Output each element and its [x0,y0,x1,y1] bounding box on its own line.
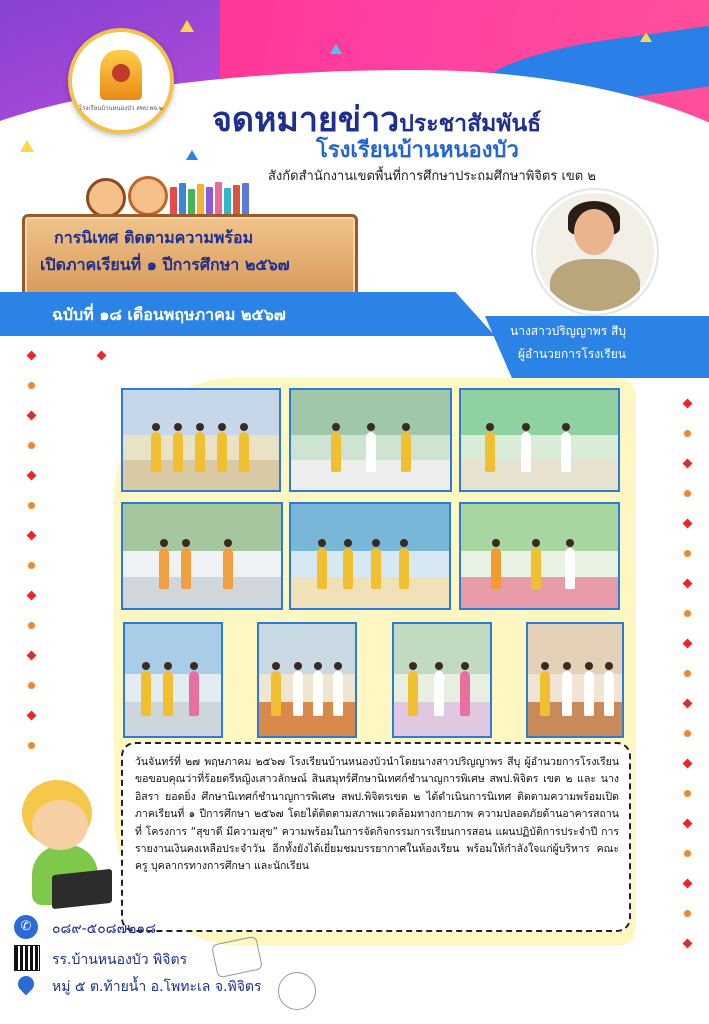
title-big: จดหมายข่าว [212,100,400,140]
decor-dot [683,879,693,889]
decor-dot [684,790,691,797]
decor-triangle [330,44,342,54]
activity-photo [123,622,223,738]
logo-caption: โรงเรียนบ้านหนองบัว สพป.พจ.๒ [79,104,163,112]
globe-sketch-icon [278,972,316,1010]
decor-dot [683,459,693,469]
news-body: วันจันทร์ที่ ๒๗ พฤษภาคม ๒๕๖๗ โรงเรียนบ้านหนองบัวนำโดยนางสาวปริญญาพร สีบุ ผู้อำนวยการโรงเรียน ขอขอบคุณว่าที่ร้อยตรีหญิงเสาวลักษณ์ สินสมุทร์ศึกษานิเทศก์ชำนาญการพิเศษ สพป.พิจิตร เขต ๒ และ นางอิสรา ยอดยิ่ง ศึกษานิเทศก์ชำนาญการพิเศษ สพป.พิจิตรเขต ๒ ได้ดำเนินการนิเทศ ติดตามความพร้อมเปิดภาคเรียนที่ ๑ ปีการศึกษา ๒๕๖๗ โดยได้ติดตามสภาพแวดล้อมทางกายภาพ ความปลอดภัยด้านอาคารสถานที่ โครงการ “สุขาดี มีความสุข” ความพร้อมในการจัดกิจกรรมการเรียนการสอน แผนปฏิบัติการประจำปี การรายงานเงินคงเหลือประจำวัน อีกทั้งยังได้เยี่ยมชมบรรยากาศในห้องเรียน พร้อมให้กำลังใจแก่ผู้บริหาร คณะครู บุคลากรทางการศึกษา และนักเรียน [135,756,619,873]
news-textbox [121,742,631,932]
decor-dot [684,490,691,497]
director-name: นางสาวปริญญาพร สีบุ [510,324,626,338]
decor-dot [683,579,693,589]
decor-dot [684,910,691,917]
issue-number: ฉบับที่ ๑๘ เดือนพฤษภาคม ๒๕๖๗ [52,305,286,324]
activity-photo [392,622,492,738]
decor-triangle [180,20,194,32]
mascot-face [32,800,88,850]
decor-dot [27,411,37,421]
decor-dot [28,382,35,389]
decor-triangle [20,140,34,152]
director-photo [533,190,657,314]
activity-photo [526,622,624,738]
director-position: ผู้อำนวยการโรงเรียน [518,347,626,361]
activity-photo [289,388,452,492]
qr-code-icon [14,945,40,971]
decor-dot [684,550,691,557]
topic-line-2: เปิดภาคเรียนที่ ๑ ปีการศึกษา ๒๕๖๗ [40,255,290,274]
decor-dot [683,939,693,949]
school-name: โรงเรียนบ้านหนองบัว [316,138,519,163]
decor-dot [27,651,37,661]
decor-dot [28,562,35,569]
decor-triangle [640,32,652,42]
decor-dot [684,610,691,617]
decor-dot [683,519,693,529]
decor-dot [683,399,693,409]
decor-dot [28,742,35,749]
decor-dot [683,639,693,649]
activity-photo [459,388,620,492]
activity-photo [121,502,283,610]
activity-photo [257,622,357,738]
decor-dot [28,442,35,449]
decor-dot [684,430,691,437]
decor-dot [27,591,37,601]
decor-dot [28,502,35,509]
kid-boy-icon [86,178,126,218]
activity-photo [459,502,620,610]
decor-dot [97,351,107,361]
decor-dot [684,670,691,677]
activity-photo [121,388,281,492]
activity-photo [289,502,451,610]
decor-triangle [186,150,198,160]
contact-facebook: รร.บ้านหนองบัว พิจิตร [52,952,188,968]
decor-dot [28,682,35,689]
phone-icon: ✆ [14,915,38,939]
office-name: สังกัดสำนักงานเขตพื้นที่การศึกษาประถมศึกษาพิจิตร เขต ๒ [268,169,596,184]
decor-dot [683,759,693,769]
decor-dot [683,819,693,829]
location-pin-icon [15,973,38,996]
emblem-icon [100,50,142,100]
decor-dot [27,711,37,721]
topic-line-1: การนิเทศ ติดตามความพร้อม [54,228,254,247]
decor-dot [684,730,691,737]
decor-dot [683,699,693,709]
title-small: ประชาสัมพันธ์ [399,111,542,137]
mascot-book-icon [52,869,112,909]
decor-dot [27,471,37,481]
contact-address: หมู่ ๕ ต.ท้ายน้ำ อ.โพทะเล จ.พิจิตร [52,979,262,995]
decor-dot [27,351,37,361]
decor-dot [28,622,35,629]
decor-dot [684,850,691,857]
contact-phone: ๐๘๙-๕๐๘๗๒๑๘ [52,921,157,937]
decor-dot [27,531,37,541]
kid-girl-icon [128,176,168,216]
school-logo [68,28,174,134]
books-icon [170,181,250,217]
